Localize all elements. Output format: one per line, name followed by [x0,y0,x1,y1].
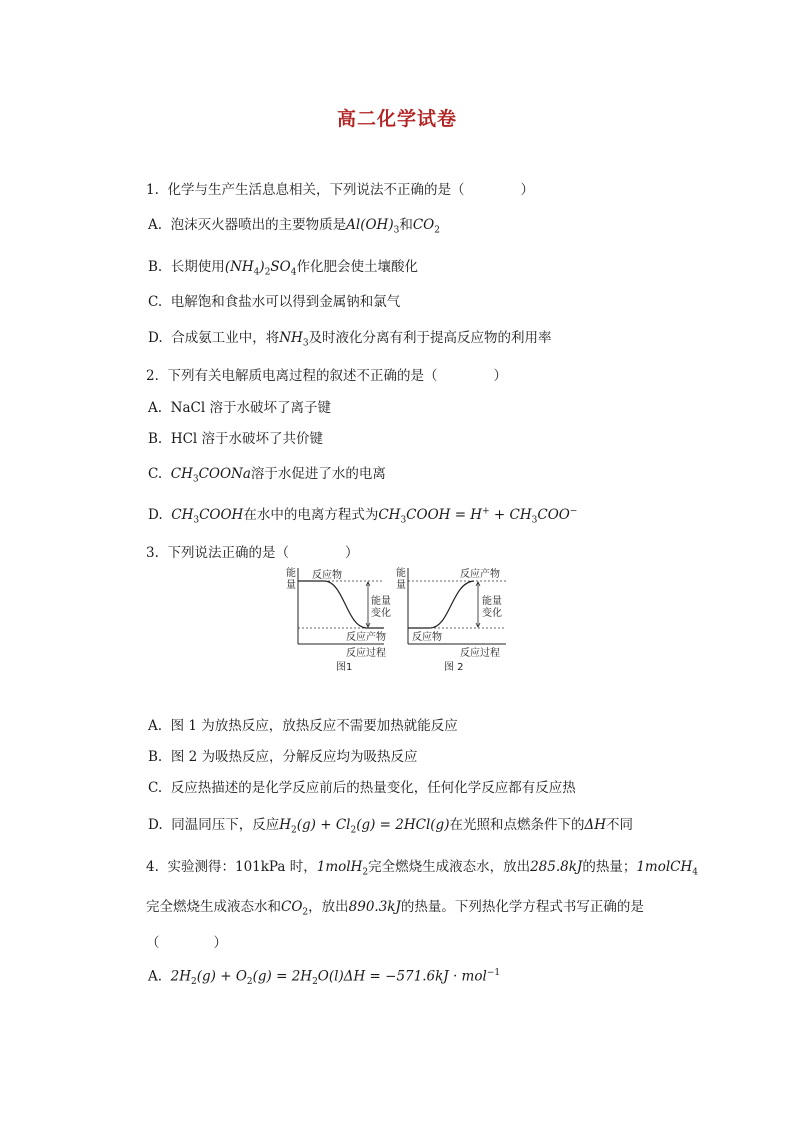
formula: COOH = H [406,507,483,523]
formula: 890.3kJ [348,899,401,915]
option-text: 泡沫灭火器喷出的主要物质是 [170,217,347,233]
formula: 1molCH [636,859,693,875]
option-text: 在光照和点燃条件下的 [449,817,585,833]
option-label: B. [148,259,163,275]
energy-curve [408,581,474,628]
subscript: 3 [400,515,407,526]
formula: Al(OH) [346,217,394,233]
question-number: 2. [146,368,159,384]
formula: CO [281,899,303,915]
option-label: D. [148,507,163,523]
formula: H [279,817,292,833]
answer-paren: （ ） [146,935,227,951]
axis-label-energy: 能 [286,568,296,579]
option-text: 不同 [606,817,633,833]
question-text: 下列有关电解质电离过程的叙述不正确的是（ [167,368,438,384]
option-a [148,213,440,236]
option-text: HCl 溶于水破坏了共价键 [170,431,324,447]
option-a [148,968,500,987]
option-label: B. [148,431,163,447]
subscript: 2 [434,225,440,236]
axis-label-energy: 量 [396,580,406,591]
formula: (g) = 2HCl(g) [356,817,450,833]
option-c [148,462,386,485]
energy-change-label: 变化 [371,608,391,619]
figure-caption: 图 2 [444,662,464,673]
option-a [148,396,331,416]
subscript: 2 [246,977,253,988]
question-3-stem [146,541,358,561]
option-text: 及时液化分离有利于提高反应物的利用率 [308,330,552,346]
option-text: 图 1 为放热反应，放热反应不需要加热就能反应 [170,718,458,734]
subscript: 3 [193,515,200,526]
figure-caption: 图1 [336,662,353,673]
subscript: 4 [290,267,297,278]
question-1-stem [146,178,534,198]
question-4-stem [146,855,698,878]
option-label: A. [148,400,163,416]
question-text: 实验测得：101kPa 时， [167,859,317,875]
option-label: A. [148,718,163,734]
option-b [148,255,418,278]
formula: NH [279,330,303,346]
option-text: 图 2 为吸热反应，分解反应均为吸热反应 [170,749,418,765]
subscript: 3 [302,338,309,349]
paren-close: ） [344,545,359,561]
formula: (g) = 2H [252,968,313,985]
option-label: A. [148,217,163,233]
option-a [148,714,458,734]
formula: 2H [170,968,192,985]
question-number: 1. [146,182,159,198]
superscript: + [482,506,490,517]
option-b [148,745,417,765]
formula: ΔH [584,817,606,833]
formula: (g) + O [196,968,247,985]
formula: COOH [199,507,244,523]
formula: CH [171,507,194,523]
option-text: 合成氨工业中，将 [171,330,280,346]
formula: SO [270,259,291,275]
formula: (g) + Cl [296,817,351,833]
question-4-stem-continued [146,895,644,918]
option-label: C. [148,780,163,796]
process-label: 反应过程 [460,648,500,659]
question-text: 的热量； [582,859,637,875]
superscript: − [569,506,578,517]
option-text: 溶于水促进了水的电离 [250,466,386,482]
option-text: 作化肥会使土壤酸化 [296,259,418,275]
option-text: 同温同压下，反应 [171,817,280,833]
energy-change-label: 能量 [371,596,391,607]
page-title: 高二化学试卷 [336,108,457,130]
reactant-label: 反应物 [312,570,342,581]
subscript: 2 [312,977,318,988]
option-label: A. [148,968,163,985]
formula: + CH [489,507,532,523]
energy-change-label: 能量 [482,596,502,607]
question-number: 3. [146,545,159,561]
question-text: 下列说法正确的是（ [167,545,289,561]
paren-close: ） [493,368,507,384]
product-label: 反应产物 [460,569,500,580]
reactant-label: 反应物 [412,632,442,643]
option-label: B. [148,749,163,765]
question-text: 完全燃烧生成液态水，放出 [368,859,531,875]
option-text: 和 [399,217,413,233]
option-label: C. [148,294,163,310]
question-number: 4. [146,859,159,875]
product-label: 反应产物 [346,632,386,643]
question-text: 完全燃烧生成液态水和 [146,899,281,915]
formula: COO [537,507,570,523]
option-c [148,290,400,310]
figure-2 [396,566,506,673]
formula: 1molH [316,859,363,875]
subscript: 2 [302,907,309,918]
formula: O(l)ΔH = −571.6kJ · mol [317,968,487,985]
subscript: 4 [692,867,699,878]
process-label: 反应过程 [346,648,386,659]
option-b [148,427,323,447]
option-text: 在水中的电离方程式为 [243,507,379,523]
option-text: NaCl 溶于水破坏了离子键 [170,400,331,416]
formula: CH [378,507,401,523]
figure-1 [286,566,391,673]
question-2-stem [146,364,507,384]
subscript: 2 [362,867,369,878]
option-label: D. [148,817,163,833]
option-d [148,813,633,836]
option-d [148,326,552,349]
subscript: 2 [291,825,297,836]
subscript: 3 [393,225,400,236]
superscript: −1 [486,968,501,978]
question-text: ，放出 [308,899,349,915]
subscript: 2 [191,977,197,988]
subscript: 3 [531,515,538,526]
option-c [148,776,576,796]
option-text: 反应热描述的是化学反应前后的热量变化，任何化学反应都有反应热 [170,780,576,796]
option-d [148,503,577,526]
axis-label-energy: 能 [396,568,406,579]
paren-close: ） [520,182,534,198]
subscript: 2 [264,267,271,278]
formula: ) [259,259,265,275]
subscript: 4 [253,267,260,278]
formula: (NH [224,259,254,275]
question-text: 化学与生产生活息息相关，下列说法不正确的是（ [167,182,465,198]
formula: CH [170,466,193,482]
option-text: 电解饱和食盐水可以得到金属钠和氯气 [170,294,401,310]
option-label: C. [148,466,163,482]
option-label: D. [148,330,163,346]
option-text: 长期使用 [170,259,225,275]
formula: 285.8kJ [530,859,583,875]
subscript: 2 [350,825,357,836]
axis-label-energy: 量 [286,580,296,591]
formula: COONa [198,466,251,482]
subscript: 3 [192,474,199,485]
formula: CO [412,217,435,233]
energy-change-label: 变化 [482,608,502,619]
question-text: 的热量。下列热化学方程式书写正确的是 [400,899,644,915]
energy-diagram-figure [284,564,516,676]
